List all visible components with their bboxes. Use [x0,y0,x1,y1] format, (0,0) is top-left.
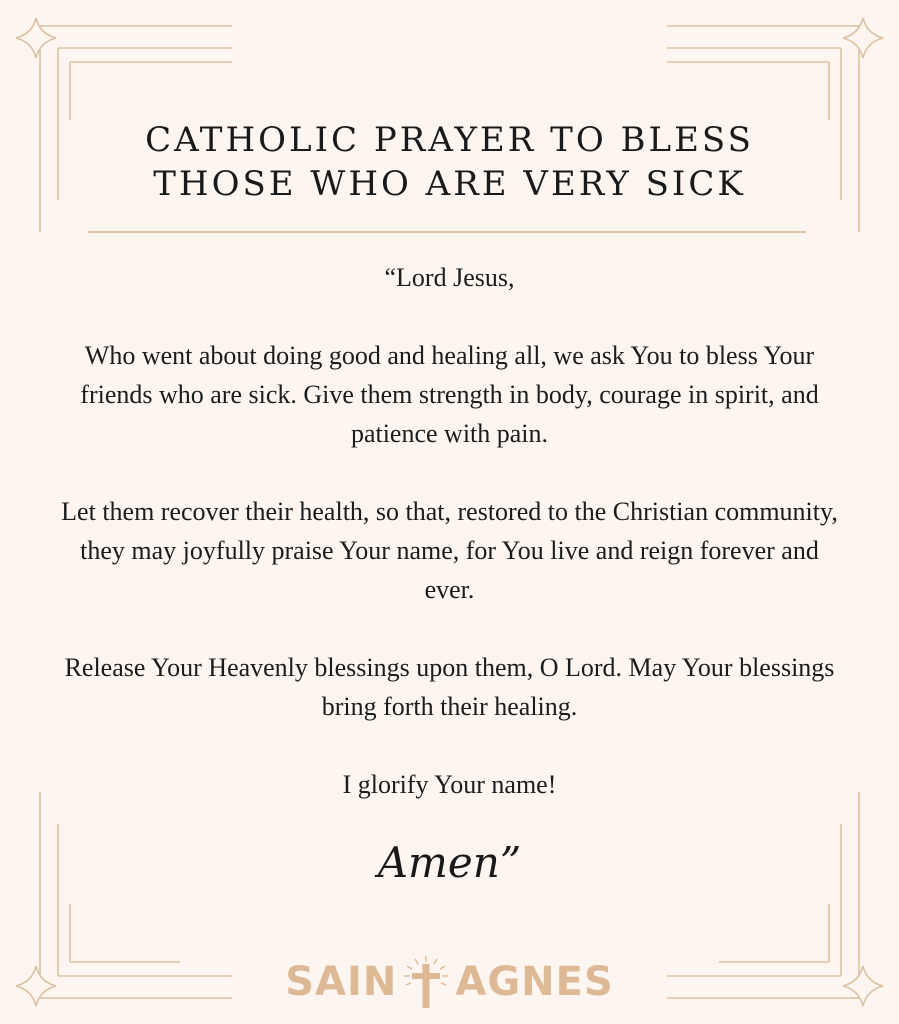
title-line-2: THOSE WHO ARE VERY SICK [153,164,746,204]
prayer-salutation: “Lord Jesus, [384,263,515,292]
brand-text-right: AGNES [455,959,614,1005]
prayer-paragraph: Let them recover their health, so that, restored to the Christian community, they may joyfully praise Your name, for You live and reign forever and ever. [61,497,838,604]
prayer-closing: Amen” [377,838,522,887]
brand-logo [0,952,899,1012]
prayer-paragraph: I glorify Your name! [342,770,557,799]
prayer-paragraph: Who went about doing good and healing all, we ask You to bless Your friends who are sick. Give them strength in body, courage in spirit, and patience with pain. [80,341,819,448]
title-line-1: CATHOLIC PRAYER TO BLESS [145,120,754,160]
cross-sunburst-icon [401,954,451,1010]
title-divider [88,231,806,233]
page-title [0,118,899,206]
prayer-text [60,258,839,843]
brand-text-left: SAIN [285,959,398,1005]
prayer-paragraph: Release Your Heavenly blessings upon them, O Lord. May Your blessings bring forth their healing. [64,653,835,721]
